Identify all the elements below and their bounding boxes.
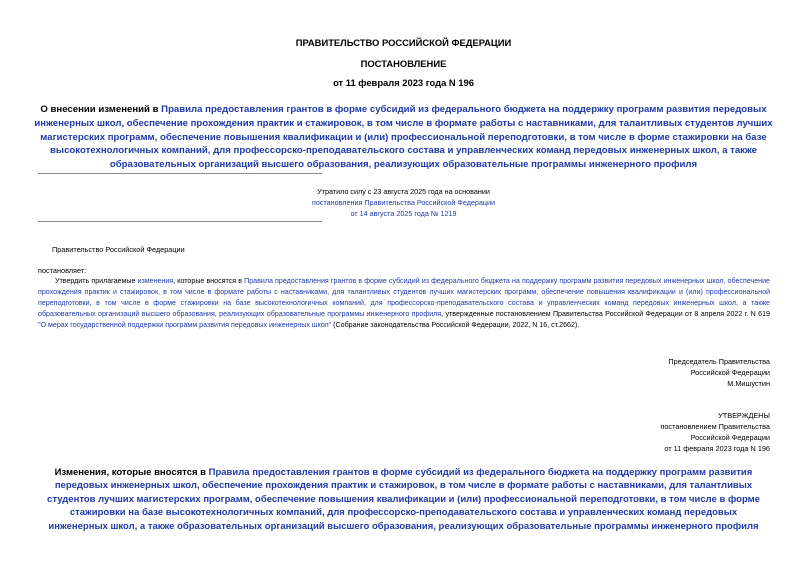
resolution-paragraph bbox=[38, 276, 770, 331]
expiry-notice bbox=[0, 186, 807, 220]
p1-start: Утвердить прилагаемые bbox=[55, 277, 138, 285]
document-type: ПОСТАНОВЛЕНИЕ bbox=[360, 58, 447, 69]
p1-mid1: , которые вносятся в bbox=[173, 277, 245, 285]
document-date-number: от 11 февраля 2023 года N 196 bbox=[333, 77, 474, 88]
body-government: Правительство Российской Федерации bbox=[52, 245, 185, 254]
signature-country: Российской Федерации bbox=[690, 368, 770, 377]
divider-bottom bbox=[38, 221, 322, 222]
changes-rules-link[interactable]: Правила предоставления грантов в форме субсидий из федерального бюджета на поддержку программ развития передовых инженерных школ, обеспечение прохождения практик и стажировок, в том числе в формате работы с наставниками, для талантливых студентов лучших магистерских программ, обеспечение повышения квалификации и (или) профессиональной переподготовки, в том числе в форме стажировки на базе высокотехнологичных компаний, для профессорско-преподавательского состава и управленческих команд передовых инженерных школ, а также образовательных организаций высшего образования, реализующих образовательные программы инженерного профиля bbox=[47, 467, 760, 532]
government-heading: ПРАВИТЕЛЬСТВО РОССИЙСКОЙ ФЕДЕРАЦИИ bbox=[295, 37, 512, 48]
expiry-line-1: Утратило силу с 23 августа 2025 года на основании bbox=[317, 187, 490, 196]
approved-by: постановлением Правительства bbox=[660, 422, 770, 431]
p1-mid2: , утвержденные постановлением Правительства Российской Федерации от 8 апреля 2022 г. N 619 bbox=[441, 310, 770, 318]
title-prefix: О внесении изменений в bbox=[40, 104, 162, 115]
decree-619-link[interactable]: "О мерах государственной поддержки программ развития передовых инженерных школ" bbox=[38, 321, 332, 329]
body-decrees: постановляет: bbox=[38, 266, 87, 275]
signature-block bbox=[560, 356, 770, 389]
p1-end: (Собрание законодательства Российской Федерации, 2022, N 16, ст.2662). bbox=[331, 321, 580, 329]
approved-country: Российской Федерации bbox=[690, 433, 770, 442]
changes-prefix: Изменения, которые вносятся в bbox=[54, 467, 209, 478]
expiry-decree-date-link[interactable]: от 14 августа 2025 года № 1219 bbox=[350, 209, 457, 219]
title-rules-link[interactable]: Правила предоставления грантов в форме субсидий из федерального бюджета на поддержку программ развития передовых инженерных школ, обеспечение прохождения практик и стажировок, в том числе в формате работы с наставниками, для талантливых студентов лучших магистерских программ, обеспечение повышения квалификации и (или) профессиональной переподготовки, в том числе в форме стажировки на базе высокотехнологичных компаний, для профессорско-преподавательского состава и управленческих команд передовых инженерных школ, а также образовательных организаций высшего образования, реализующих образовательные программы инженерного профиля bbox=[34, 104, 773, 171]
approved-block bbox=[560, 410, 770, 454]
rules-link[interactable]: Правила предоставления грантов в форме субсидий из федерального бюджета на поддержку программ развития передовых инженерных школ, обеспечение прохождения практик и стажировок, в том числе в формате работы с наставниками, для талантливых студентов лучших магистерских программ, обеспечение повышения квалификации и (или) профессиональной переподготовки, в том числе в форме стажировки на базе высокотехнологичных компаний, для профессорско-преподавательского состава и управленческих команд передовых инженерных школ, а также образовательных организаций высшего образования, реализующих образовательные программы инженерного профиля bbox=[38, 277, 770, 318]
signature-name: М.Мишустин bbox=[727, 379, 770, 388]
changes-title bbox=[40, 466, 767, 533]
approved-label: УТВЕРЖДЕНЫ bbox=[718, 411, 770, 420]
divider-top bbox=[38, 173, 322, 174]
approved-date: от 11 февраля 2023 года N 196 bbox=[664, 444, 770, 453]
changes-link[interactable]: изменения bbox=[137, 277, 174, 285]
document-title bbox=[30, 103, 777, 172]
signature-position: Председатель Правительства bbox=[668, 357, 770, 366]
expiry-decree-link[interactable]: постановления Правительства Российской Федерации bbox=[311, 198, 496, 208]
